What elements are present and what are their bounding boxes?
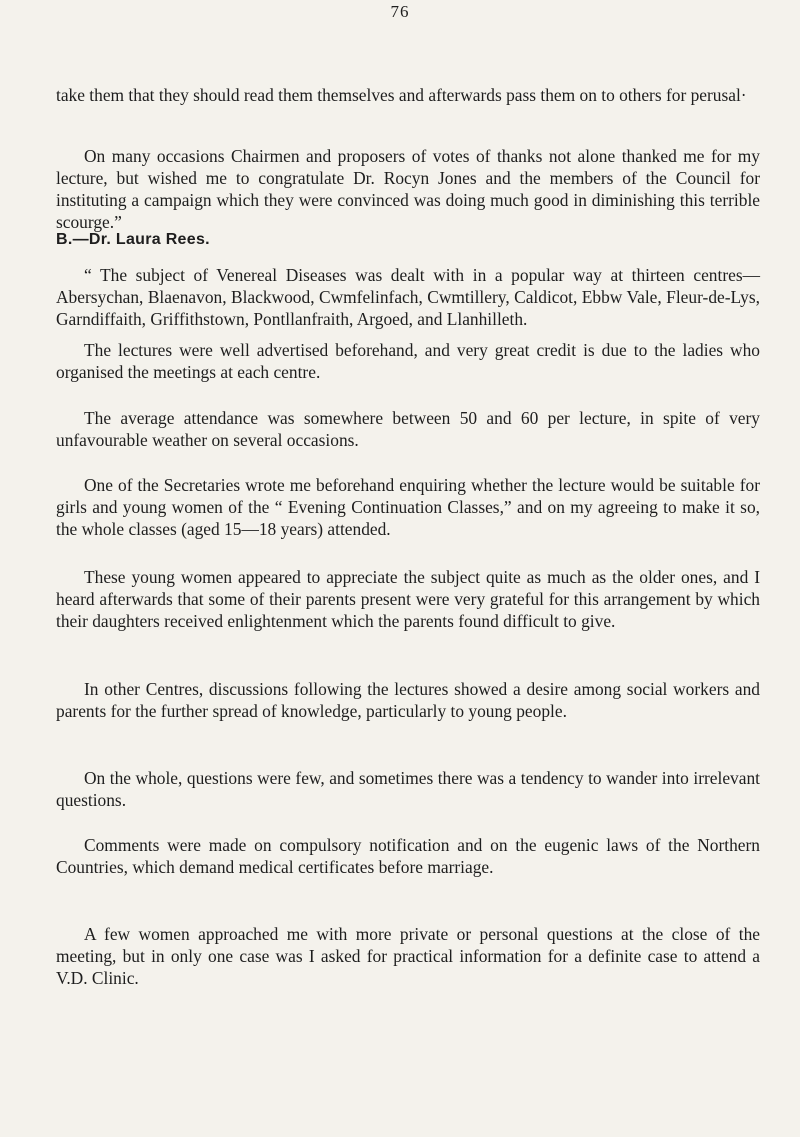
- paragraph-questions: On the whole, questions were few, and sometimes there was a tendency to wander into irrelevant questions.: [56, 768, 760, 810]
- paragraph-private-questions: A few women approached me with more private or personal questions at the close of the meeting, but in only one case was I asked for practical information for a definite case to attend a V.D. Clinic.: [56, 924, 760, 988]
- paragraph-chairmen: On many occasions Chairmen and proposers of votes of thanks not alone thanked me for my lecture, but wished me to congratulate Dr. Rocyn Jones and the members of the Council for instituting a campaign which they were convinced was doing much good in diminishing this terrible scourge.”: [56, 146, 760, 232]
- paragraph-subject: “ The subject of Venereal Diseases was dealt with in a popular way at thirteen centres—Abersychan, Blaenavon, Blackwood, Cwmfelinfach, Cwmtillery, Caldicot, Ebbw Vale, Fleur-de-Lys, Garndiffaith, Griffithstown, Pontllanfraith, Argoed, and Llanhilleth.: [56, 265, 760, 329]
- paragraph-lectures: The lectures were well advertised beforehand, and very great credit is due to the ladies who organised the meetings at each centre.: [56, 340, 760, 382]
- paragraph-young-women: These young women appeared to appreciate the subject quite as much as the older ones, and I heard afterwards that some of their parents present were very grateful for this arrangement by which their daughters received enlightenment which the parents found difficult to give.: [56, 567, 760, 631]
- page-number: 76: [390, 2, 410, 21]
- section-heading: B.—Dr. Laura Rees.: [56, 231, 210, 248]
- paragraph-attendance: The average attendance was somewhere between 50 and 60 per lecture, in spite of very unfavourable weather on several occasions.: [56, 408, 760, 450]
- paragraph-other-centres: In other Centres, discussions following the lectures showed a desire among social workers and parents for the further spread of knowledge, particularly to young people.: [56, 679, 760, 721]
- paragraph-continuation: take them that they should read them themselves and afterwards pass them on to others for perusal·: [56, 85, 747, 105]
- paragraph-secretaries: One of the Secretaries wrote me beforehand enquiring whether the lecture would be suitable for girls and young women of the “ Evening Continuation Classes,” and on my agreeing to make it so, the whole classes (aged 15—18 years) attended.: [56, 475, 760, 539]
- paragraph-comments: Comments were made on compulsory notification and on the eugenic laws of the Northern Countries, which demand medical certificates before marriage.: [56, 835, 760, 877]
